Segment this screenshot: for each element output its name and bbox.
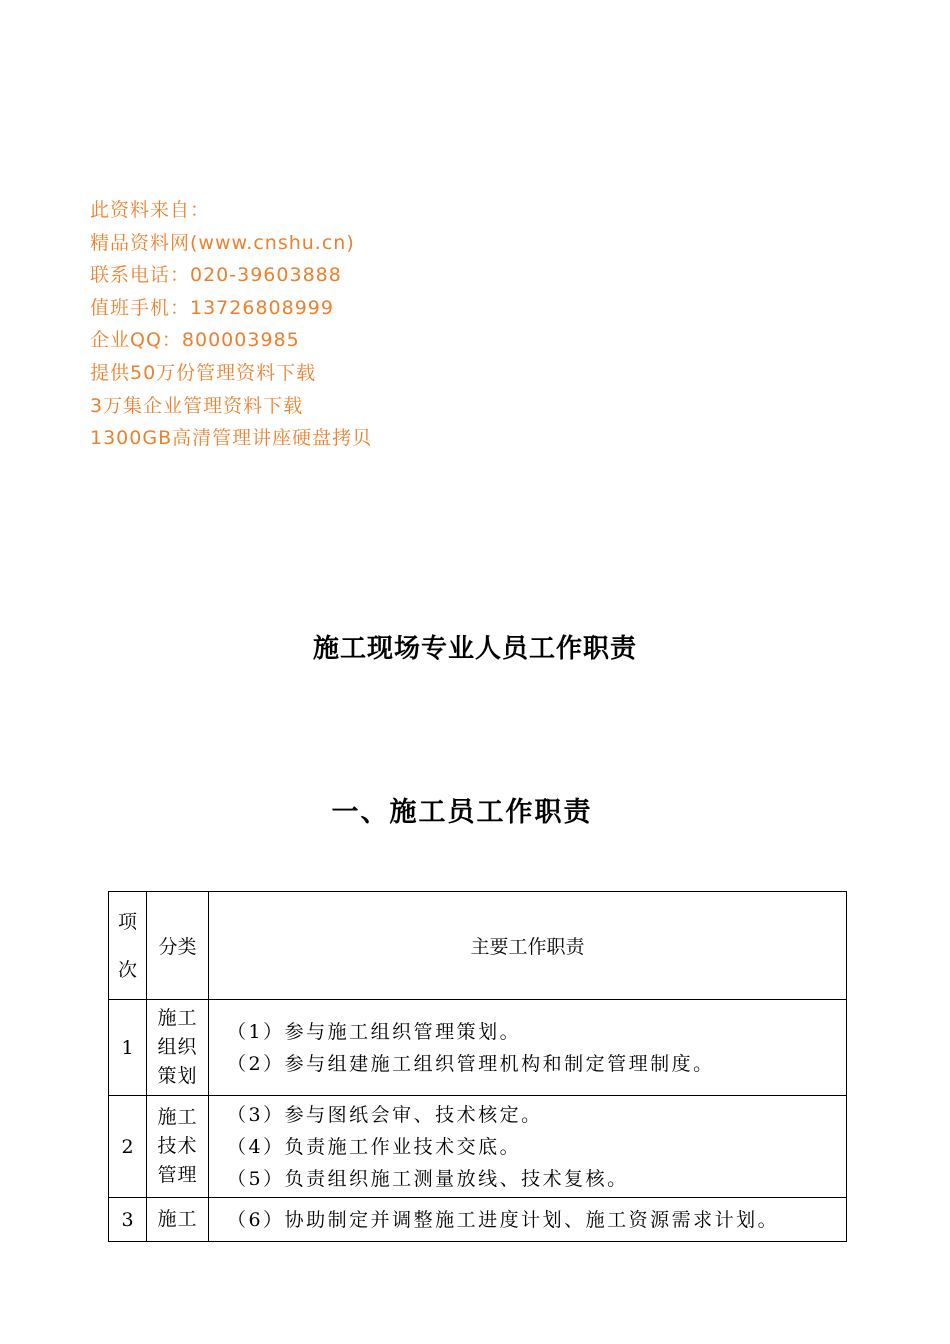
row-number: 1: [109, 1000, 147, 1096]
promo-line: 精品资料网(www.cnshu.cn): [90, 231, 355, 254]
row-duties: [209, 1198, 847, 1242]
promo-line: 提供50万份管理资料下载: [90, 361, 317, 384]
promo-line: 企业QQ：800003985: [90, 329, 300, 352]
duties-table: [108, 891, 847, 1242]
duty-item: （1）参与施工组织管理策划。: [227, 1020, 522, 1043]
document-title: 施工现场专业人员工作职责: [312, 634, 637, 664]
row-category: 施工 组织 策划: [147, 1000, 209, 1096]
header-item-number: 项 次: [109, 892, 147, 1000]
promo-line: 3万集企业管理资料下载: [90, 394, 304, 417]
promo-block: [90, 194, 372, 455]
row-duties: [209, 1000, 847, 1096]
duty-item: （6）协助制定并调整施工进度计划、施工资源需求计划。: [227, 1208, 780, 1231]
promo-line: 此资料来自：: [90, 199, 211, 221]
table-row: [109, 1096, 847, 1198]
header-main-duties: 主要工作职责: [209, 892, 847, 1000]
duty-item: （5）负责组织施工测量放线、技术复核。: [227, 1167, 629, 1190]
promo-line: 值班手机：13726808999: [90, 296, 334, 319]
header-category: 分类: [147, 892, 209, 1000]
row-number: 3: [109, 1198, 147, 1242]
table-row: [109, 1198, 847, 1242]
table-row: [109, 1000, 847, 1096]
duty-item: （2）参与组建施工组织管理机构和制定管理制度。: [227, 1052, 715, 1075]
row-duties: [209, 1096, 847, 1198]
row-category: 施工 技术 管理: [147, 1096, 209, 1198]
row-category: 施工: [147, 1198, 209, 1242]
row-number: 2: [109, 1096, 147, 1198]
promo-line: 联系电话：020-39603888: [90, 264, 342, 287]
section-title: 一、施工员工作职责: [331, 797, 593, 828]
promo-line: 1300GB高清管理讲座硬盘拷贝: [90, 427, 373, 450]
duty-item: （3）参与图纸会审、技术核定。: [227, 1103, 543, 1126]
table-header-row: [109, 892, 847, 1000]
duty-item: （4）负责施工作业技术交底。: [227, 1135, 522, 1158]
